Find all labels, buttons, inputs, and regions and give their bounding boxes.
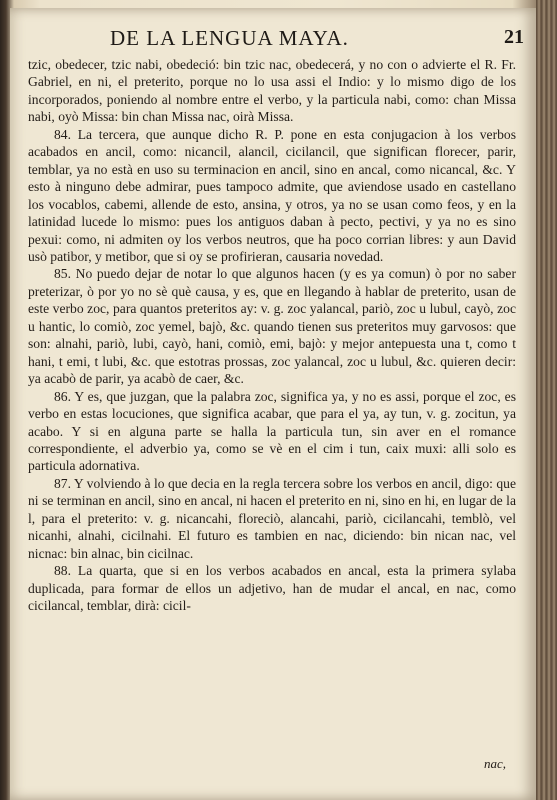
paragraph-87: 87. Y volviendo à lo que decia en la regla tercera sobre los verbos en ancil, digo: que ni se terminan en ancil, sino en ancal, ni hacen el preterito en ni, sino en hi, en lugar de la l, para el preterito: v. g. nicancahi, floreciò, alancahi, pariò, cicilancahi, temblò, vel nicanhi, alnahi, cicilnahi. El futuro es tambien en nac, diciendo: bin nican nac, vel nicnac: bin alnac, bin cicilnac. [28,475,516,561]
running-header [10,26,536,54]
page-number: 21 [504,26,524,48]
running-title: DE LA LENGUA MAYA. [110,26,349,50]
paragraph-88: 88. La quarta, que si en los verbos acabados en ancal, esta la primera sylaba duplicada, para formar de ellos un adjetivo, han de mudar el ancal, en nac, como cicilancal, temblar, dirà: cicil- [28,563,516,614]
book-page [10,8,536,800]
paragraph-85: 85. No puedo dejar de notar lo que algunos hacen (y es ya comun) ò por no saber preterizar, ò por yo no sè què causa, y es, que en llegando à hablar de preterito, usan de este verbo zoc, para quantos preteritos ay: v. g. zoc yalancal, pariò, zoc u lubul, cayò, zoc u hantic, lo comiò, zoc yemel, bajò, &c. quando tienen sus preteritos muy garvosos: que son: alnahi, pariò, lubi, cayò, hani, comiò, emi, bajò: y mejor antepuesta una t, como t hani, t emi, t lubi, &c. que estotras prossas, zoc yalancal, zoc u lubul, &c. quieren decir: ya acabò de parir, ya acabò de caer, &c. [28,266,516,387]
page-stack-edge [536,0,557,800]
paragraph-86: 86. Y es, que juzgan, que la palabra zoc, significa ya, y no es assi, porque el zoc, es verbo en estas locuciones, que significa acabar, que para el ya, ay tun, v. g. zocitun, ya acabo. Y si en alguna parte se halla la particula tun, sin aver en el romance correspondiente, el adverbio ya, como se vè en el cim i tun, caix muxi: alli solo es particula adornativa. [28,388,516,474]
body-text [28,56,516,615]
paragraph-84: 84. La tercera, que aunque dicho R. P. pone en esta conjugacion à los verbos acabados en ancil, como: nicancil, alancil, cicilancil, que significan florecer, parir, temblar, ya no està en uso su terminacion en ancil, sino en ancal, como nicancal, &c. Y esto à ninguno debe admirar, pues tampoco admite, que aviendose usado en castellano los vocablos, cabemi, allende de esto, ansina, y otros, ya no se usan como feos, y en la latinidad lucede lo mismo: pues los antiguos daban à pecto, pectivi, y ya no es sino pexui: como, ni admiten oy los verbos neutros, que ha poco corrian libres: y aun David usò patibor, y metibor, que si oy se profirieran, causaria novedad. [28,126,516,264]
catchword: nac, [483,756,506,771]
paragraph-continued: tzic, obedecer, tzic nabi, obedeció: bin tzic nac, obedecerá, y no con o advierte el R. Fr. Gabriel, en ni, el preterito, porque no lo usa assi el Indio: y lo mismo digo de los incorporados, poniendo al nombre entre el verbo, y la particula nabi, como: chan Missa nabi, oyò Missa: bin chan Missa nac, oirà Missa. [28,57,516,125]
